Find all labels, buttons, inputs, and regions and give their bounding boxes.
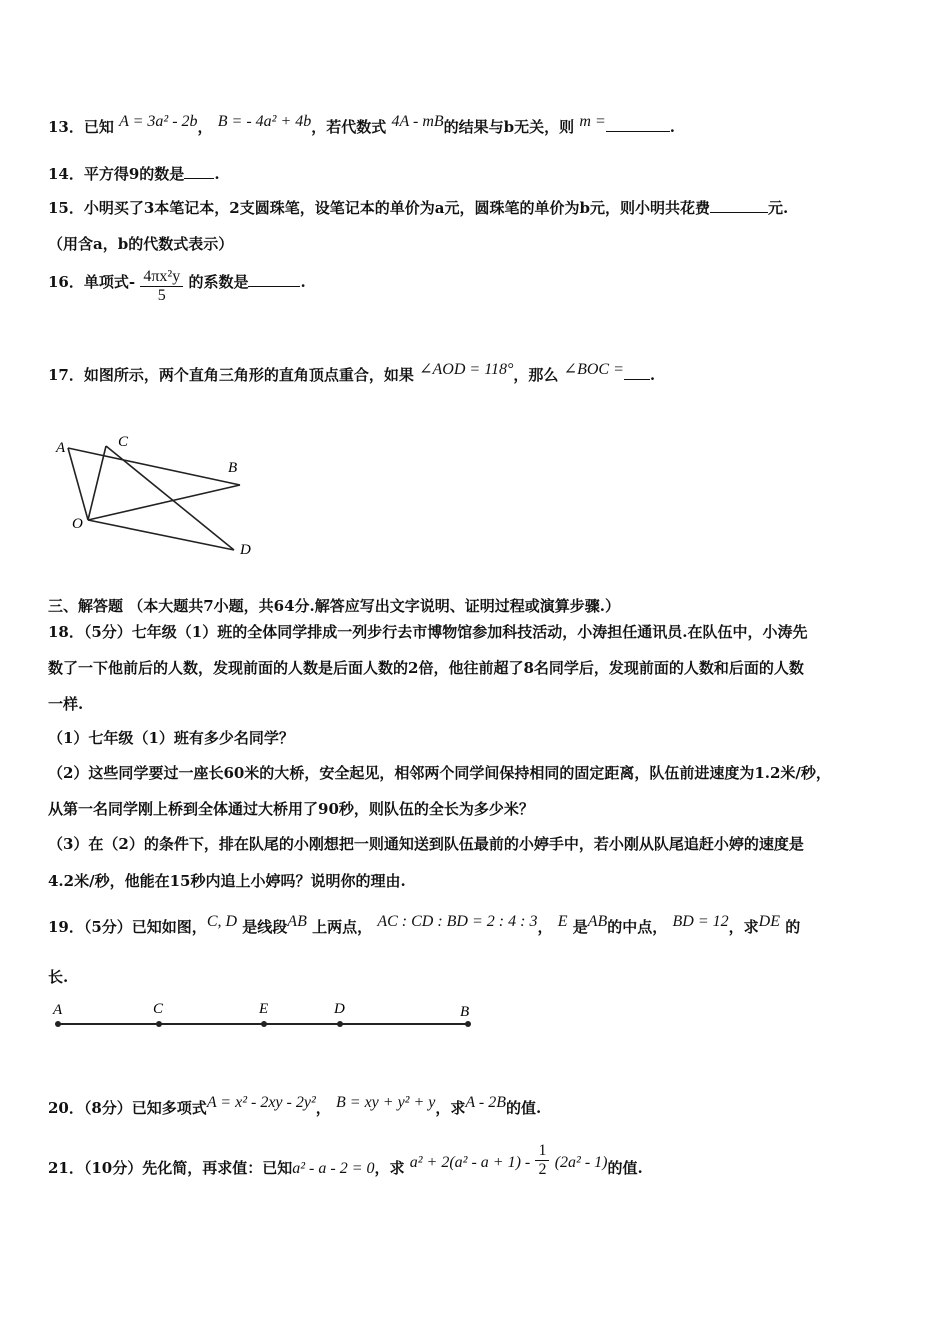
q17-figure <box>48 428 268 566</box>
q20-t2: 的值. <box>505 1099 542 1117</box>
q19-t1: 是线段 <box>242 918 288 936</box>
segment-ab <box>68 448 240 485</box>
q13-answer-blank <box>606 117 670 132</box>
label-a: A <box>53 1002 63 1018</box>
q19-line2: 长. <box>48 968 69 986</box>
q19-ab: AB <box>287 913 307 930</box>
q19-ab2: AB <box>587 913 608 930</box>
segment-cd <box>106 446 234 550</box>
question-20 <box>48 1094 542 1118</box>
q20-number: 20．（8分）已知多项式 <box>48 1099 207 1117</box>
label-b: B <box>460 1004 470 1020</box>
q13-expr-m: m = <box>579 113 606 130</box>
q20-expr-b: B = xy + y² + y <box>336 1094 436 1111</box>
q17-answer-blank <box>624 365 650 380</box>
q20-t1: ，求 <box>435 1099 466 1117</box>
label-e: E <box>259 1001 269 1017</box>
q19-de: DE <box>758 913 780 930</box>
q19-t4: 是 <box>572 918 588 936</box>
question-13 <box>48 113 675 137</box>
q19-e: E <box>557 913 568 930</box>
q21-expr1: a² + 2(a² - a + 1) - <box>409 1153 531 1171</box>
point-d <box>337 1021 343 1027</box>
q21-expr2: (2a² - 1) <box>554 1153 608 1171</box>
label-d: D <box>334 1001 345 1017</box>
q13-sep: ， <box>197 118 213 136</box>
q15-line2: （用含a，b的代数式表示） <box>48 235 234 253</box>
q18-part1: （1）七年级（1）班有多少名同学？ <box>48 729 294 747</box>
q16-number: 16．单项式- <box>48 272 136 291</box>
q17-end: . <box>649 366 656 384</box>
q16-text: 的系数是 <box>188 272 249 291</box>
q18-part2a: （2）这些同学要过一座长60米的大桥，安全起见，相邻两个同学间保持相同的固定距离，队伍前进速度为1.2米/秒， <box>48 764 831 782</box>
point-a <box>55 1021 61 1027</box>
q21-condition: a² - a - 2 = 0 <box>292 1159 375 1177</box>
q13-number: 13．已知 <box>48 118 114 136</box>
label-c: C <box>153 1001 164 1017</box>
q19-ratio: AC : CD : BD = 2 : 4 : 3 <box>377 913 538 930</box>
q21-t1: ，求 <box>374 1158 405 1177</box>
q17-angle-aod: ∠AOD = 118° <box>419 361 514 378</box>
q18-part3a: （3）在（2）的条件下，排在队尾的小刚想把一则通知送到队伍最前的小婷手中，若小刚从队尾追赶小婷的速度是 <box>48 835 804 853</box>
q21-frac-den: 2 <box>538 1161 547 1178</box>
q19-t3: ， <box>537 918 553 936</box>
label-d: D <box>240 542 251 558</box>
q14-end: . <box>214 165 220 183</box>
question-17 <box>48 361 656 385</box>
q17-angle-boc: ∠BOC = <box>563 361 624 378</box>
q19-t6: ，求 <box>728 918 759 936</box>
q17-text2: ，那么 <box>513 366 559 384</box>
q21-frac-num: 1 <box>535 1142 549 1161</box>
q16-denominator: 5 <box>157 287 166 304</box>
q18-line3: 一样. <box>48 695 84 713</box>
q16-end: . <box>300 272 306 291</box>
q19-figure <box>48 994 488 1044</box>
section-3-title: 三、解答题 （本大题共7小题，共64分.解答应写出文字说明、证明过程或演算步骤.） <box>48 597 620 615</box>
q18-part3b: 4.2米/秒，他能在15秒内追上小婷吗？说明你的理由. <box>48 872 406 890</box>
q13-expr-a: A = 3a² - 2b <box>119 113 198 130</box>
q18-part2b: 从第一名同学刚上桥到全体通过大桥用了90秒，则队伍的全长为多少米？ <box>48 800 534 818</box>
q19-number: 19．（5分）已知如图， <box>48 918 207 936</box>
q18-line2: 数了一下他前后的人数，发现前面的人数是后面人数的2倍，他往前超了8名同学后，发现前面的人数和后面的人数 <box>48 659 804 677</box>
label-a: A <box>56 440 66 456</box>
q13-text2: 的结果与b无关，则 <box>443 118 575 136</box>
q13-end: . <box>669 118 675 136</box>
q17-text1: 17．如图所示，两个直角三角形的直角顶点重合，如果 <box>48 366 414 384</box>
segment-co <box>88 446 106 520</box>
label-c: C <box>118 434 129 450</box>
q13-text1: ，若代数式 <box>311 118 387 136</box>
q15-line1: 15．小明买了3本笔记本，2支圆珠笔，设笔记本的单价为a元，圆珠笔的单价为b元，则小明共花费 <box>48 199 710 217</box>
q19-t7: 的 <box>785 918 801 936</box>
segment-ob <box>88 485 240 520</box>
q18-line1: 18．（5分）七年级（1）班的全体同学排成一列步行去市博物馆参加科技活动，小涛担任通讯员.在队伍中，小涛先 <box>48 623 808 641</box>
point-c <box>156 1021 162 1027</box>
q20-expr-a: A = x² - 2xy - 2y² <box>206 1094 316 1111</box>
q16-answer-blank <box>248 272 300 287</box>
q14-text: 14．平方得9的数是 <box>48 165 185 183</box>
q19-points: C, D <box>206 913 238 930</box>
q14-answer-blank <box>184 164 214 179</box>
q19-t5: 的中点， <box>607 918 668 936</box>
question-16 <box>48 268 306 305</box>
label-b: B <box>228 460 238 476</box>
segment-ao <box>68 448 88 520</box>
question-14 <box>48 163 220 184</box>
q19-t2: 上两点， <box>312 918 373 936</box>
point-e <box>261 1021 267 1027</box>
q19-bd: BD = 12 <box>672 913 729 930</box>
q21-number: 21．（10分）先化简，再求值：已知 <box>48 1158 293 1177</box>
point-b <box>465 1021 471 1027</box>
question-15 <box>48 197 788 218</box>
question-21 <box>48 1142 643 1183</box>
label-o: O <box>72 516 83 532</box>
question-19 <box>48 913 801 937</box>
q21-t2: 的值. <box>607 1158 643 1177</box>
q20-sep: ， <box>315 1099 331 1117</box>
q20-expr: A - 2B <box>465 1094 506 1111</box>
q13-expr: 4A - mB <box>391 113 444 130</box>
q15-answer-blank <box>710 198 768 213</box>
q15-unit: 元. <box>767 199 789 217</box>
q21-fraction <box>535 1142 549 1179</box>
q16-fraction <box>140 268 183 305</box>
q16-numerator: 4πx²y <box>140 268 183 287</box>
segment-od <box>88 520 234 550</box>
q13-expr-b: B = - 4a² + 4b <box>217 113 312 130</box>
